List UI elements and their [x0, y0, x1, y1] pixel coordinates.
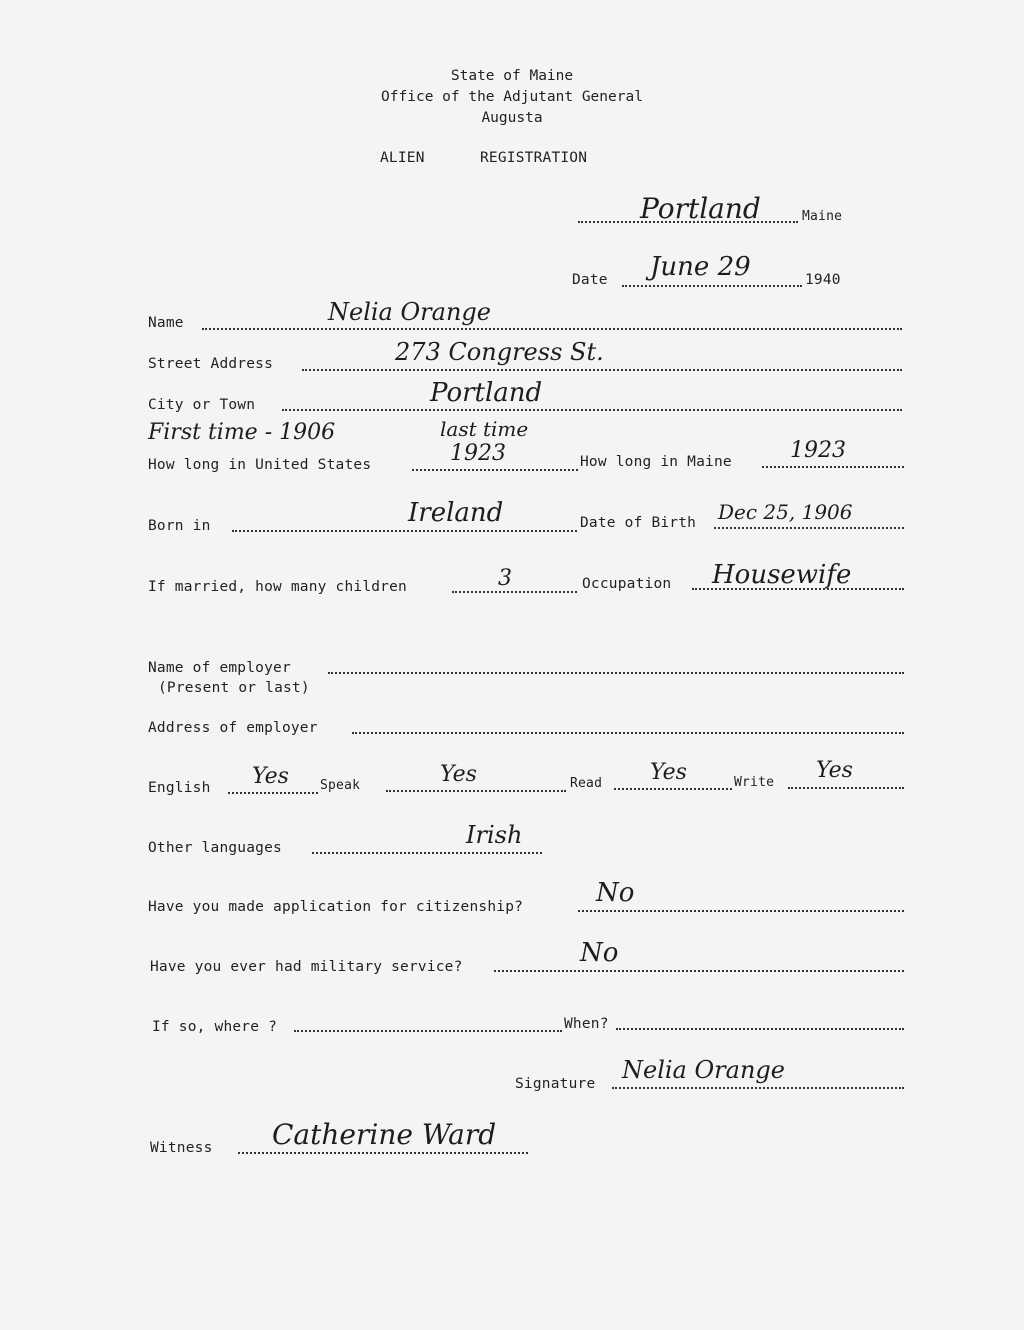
name-dots [202, 328, 902, 330]
children-dots [452, 591, 577, 593]
place-value: Portland [640, 192, 761, 225]
name-value: Nelia Orange [328, 298, 491, 326]
first-time-note: First time - 1906 [148, 420, 336, 445]
occupation-label: Occupation [582, 576, 672, 592]
name-label: Name [148, 315, 184, 331]
signature-value: Nelia Orange [622, 1056, 785, 1084]
maine-dots [762, 466, 904, 468]
where-label: If so, where ? [152, 1019, 278, 1035]
military-value: No [580, 938, 619, 968]
title-registration: REGISTRATION [480, 150, 588, 166]
citizenship-dots [578, 910, 904, 912]
employer-label: Name of employer [148, 660, 291, 676]
us-value: 1923 [450, 441, 506, 466]
witness-label: Witness [150, 1140, 213, 1156]
other-lang-label: Other languages [148, 840, 282, 856]
signature-dots [612, 1087, 904, 1089]
english-dots [228, 792, 318, 794]
date-value: June 29 [650, 252, 751, 282]
maine-value: 1923 [790, 438, 846, 463]
write-dots [788, 787, 904, 789]
dob-value: Dec 25, 1906 [718, 500, 853, 524]
children-value: 3 [498, 566, 512, 591]
english-label: English [148, 780, 211, 796]
born-dots [232, 530, 577, 532]
speak-dots [386, 790, 566, 792]
header-state: State of Maine [450, 68, 574, 84]
us-dots [412, 469, 578, 471]
children-label: If married, how many children [148, 579, 407, 595]
us-label: How long in United States [148, 457, 372, 473]
street-value: 273 Congress St. [395, 338, 604, 366]
other-lang-value: Irish [466, 821, 523, 849]
read-value: Yes [650, 760, 687, 785]
military-label: Have you ever had military service? [150, 959, 463, 975]
speak-value: Yes [440, 762, 477, 787]
employer-dots [328, 672, 904, 674]
citizenship-value: No [596, 878, 635, 908]
english-value: Yes [252, 764, 289, 789]
speak-label: Speak [320, 778, 361, 793]
place-suffix: Maine [802, 209, 843, 224]
city-value: Portland [430, 378, 543, 408]
when-label: When? [564, 1016, 609, 1032]
dob-label: Date of Birth [580, 515, 697, 531]
employer-sub: (Present or last) [158, 680, 310, 696]
employer-address-label: Address of employer [148, 720, 318, 736]
where-dots [294, 1030, 562, 1032]
header-office: Office of the Adjutant General [381, 89, 643, 105]
witness-dots [238, 1152, 528, 1154]
street-label: Street Address [148, 356, 274, 372]
employer-address-dots [352, 732, 904, 734]
occupation-value: Housewife [712, 560, 852, 590]
other-lang-dots [312, 852, 542, 854]
born-label: Born in [148, 518, 211, 534]
military-dots [494, 970, 904, 972]
header-city: Augusta [481, 110, 543, 126]
dob-dots [714, 527, 904, 529]
city-dots [282, 409, 902, 411]
date-year: 1940 [805, 272, 841, 288]
born-value: Ireland [408, 498, 504, 528]
street-dots [302, 369, 902, 371]
when-dots [616, 1028, 904, 1030]
title-alien: ALIEN [380, 150, 425, 166]
last-time-note: last time [440, 417, 529, 441]
write-value: Yes [816, 758, 853, 783]
signature-label: Signature [515, 1076, 596, 1092]
read-dots [614, 788, 732, 790]
read-label: Read [570, 776, 603, 791]
date-dots [622, 285, 802, 287]
maine-label: How long in Maine [580, 454, 732, 470]
witness-value: Catherine Ward [272, 1118, 497, 1151]
date-label: Date [572, 272, 608, 288]
citizenship-label: Have you made application for citizenship? [148, 899, 524, 915]
city-label: City or Town [148, 397, 256, 413]
write-label: Write [734, 775, 775, 790]
